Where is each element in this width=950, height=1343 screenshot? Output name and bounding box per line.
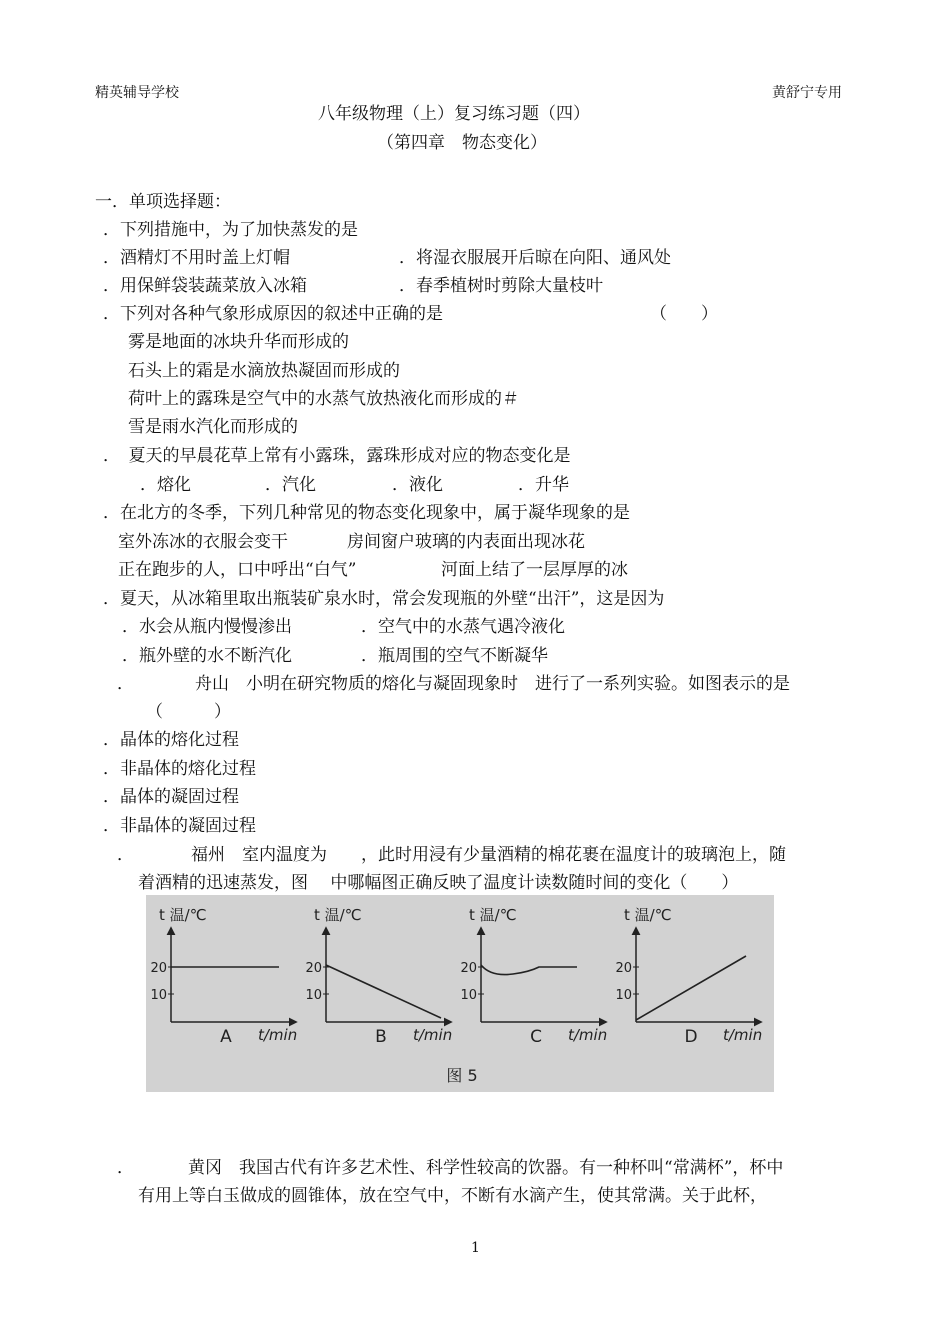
- question-7-stem: 福州 室内温度为 ，此时用浸有少量酒精的棉花裹在温度计的玻璃泡上，随: [191, 845, 786, 865]
- question-3-stem: ． 夏天的早晨花草上常有小露珠，露珠形成对应的物态变化是: [103, 446, 571, 466]
- question-6-option-c: ．晶体的凝固过程: [103, 787, 239, 807]
- answer-bracket: （ ）: [146, 702, 231, 722]
- question-1-option-a: ．酒精灯不用时盖上灯帽: [103, 248, 290, 268]
- question-3-option-d: ．升华: [518, 475, 569, 495]
- y-axis-label: t 温/℃: [314, 906, 362, 924]
- question-3-option-b: ．汽化: [265, 475, 316, 495]
- question-1-stem: ．下列措施中，为了加快蒸发的是: [103, 220, 358, 240]
- question-1-option-b: ．将湿衣服展开后晾在向阳、通风处: [399, 248, 671, 268]
- question-8-stem-cont: 有用上等白玉做成的圆锥体，放在空气中，不断有水滴产生，使其常满。关于此杯，: [138, 1186, 767, 1206]
- panel-label: D: [684, 1027, 698, 1047]
- question-6-option-b: ．非晶体的熔化过程: [103, 759, 256, 779]
- x-axis-label: t/min: [258, 1026, 298, 1044]
- question-7-stem-cont: 着酒精的迅速蒸发，图 中哪幅图正确反映了温度计读数随时间的变化（ ）: [138, 873, 739, 893]
- question-8-stem: 黄冈 我国古代有许多艺术性、科学性较高的饮器。有一种杯叫“常满杯”，杯中: [188, 1158, 784, 1178]
- question-1-option-d: ．春季植树时剪除大量枝叶: [399, 276, 603, 296]
- curve: [481, 965, 577, 975]
- figure-5: [146, 895, 774, 1092]
- figure-5-graphs: [146, 895, 774, 1092]
- question-5-option-a: ．水会从瓶内慢慢渗出: [122, 617, 292, 637]
- question-5-option-d: ．瓶周围的空气不断凝华: [361, 646, 548, 666]
- question-3-option-a: ．熔化: [140, 475, 191, 495]
- question-8-number: ．: [117, 1158, 134, 1178]
- panel-label: B: [375, 1027, 387, 1047]
- header-owner: 黄舒宁专用: [772, 85, 842, 101]
- tick-label: 10: [615, 988, 632, 1003]
- tick-label: 10: [150, 988, 167, 1003]
- tick-label: 20: [615, 961, 632, 976]
- question-2-option-d: 雪是雨水汽化而形成的: [128, 417, 298, 437]
- question-5-option-b: ．空气中的水蒸气遇冷液化: [361, 617, 565, 637]
- header-school: 精英辅导学校: [95, 85, 179, 101]
- graph-panel-b: [305, 906, 452, 1047]
- question-4-stem: ．在北方的冬季，下列几种常见的物态变化现象中，属于凝华现象的是: [103, 503, 630, 523]
- question-3-option-c: ．液化: [392, 475, 443, 495]
- y-axis-label: t 温/℃: [159, 906, 207, 924]
- curve: [326, 965, 441, 1018]
- question-1-option-c: ．用保鲜袋装蔬菜放入冰箱: [103, 276, 307, 296]
- question-7-number: ．: [117, 845, 134, 865]
- figure-caption: 图 5: [446, 1066, 478, 1085]
- question-6-option-a: ．晶体的熔化过程: [103, 730, 239, 750]
- y-axis-label: t 温/℃: [624, 906, 672, 924]
- question-2-option-c: 荷叶上的露珠是空气中的水蒸气放热液化而形成的＃: [128, 389, 519, 409]
- tick-label: 10: [460, 988, 477, 1003]
- graph-panel-d: [615, 906, 762, 1047]
- tick-label: 20: [305, 961, 322, 976]
- page-subtitle: （第四章 物态变化）: [377, 133, 547, 153]
- question-6-number: ．: [117, 674, 134, 694]
- question-6-option-d: ．非晶体的凝固过程: [103, 816, 256, 836]
- graph-panel-a: [150, 906, 297, 1047]
- question-5-stem: ．夏天，从冰箱里取出瓶装矿泉水时，常会发现瓶的外壁“出汗”，这是因为: [103, 589, 665, 609]
- panel-label: C: [530, 1027, 542, 1047]
- tick-label: 20: [150, 961, 167, 976]
- tick-label: 20: [460, 961, 477, 976]
- curve: [636, 956, 746, 1020]
- question-5-option-c: ．瓶外壁的水不断汽化: [122, 646, 292, 666]
- question-4-option-c: 正在跑步的人，口中呼出“白气”: [118, 560, 357, 580]
- x-axis-label: t/min: [568, 1026, 608, 1044]
- question-2-stem: ．下列对各种气象形成原因的叙述中正确的是: [103, 304, 443, 324]
- question-4-option-d: 河面上结了一层厚厚的冰: [441, 560, 628, 580]
- question-4-option-b: 房间窗户玻璃的内表面出现冰花: [347, 532, 585, 552]
- page-number: 1: [471, 1240, 480, 1256]
- tick-label: 10: [305, 988, 322, 1003]
- question-2-option-b: 石头上的霜是水滴放热凝固而形成的: [128, 361, 400, 381]
- question-4-option-a: 室外冻冰的衣服会变干: [118, 532, 288, 552]
- x-axis-label: t/min: [413, 1026, 453, 1044]
- section-heading: 一．单项选择题：: [95, 192, 231, 212]
- panel-label: A: [220, 1027, 232, 1047]
- graph-panel-c: [460, 906, 607, 1047]
- question-2-option-a: 雾是地面的冰块升华而形成的: [128, 332, 349, 352]
- page-title: 八年级物理（上）复习练习题（四）: [318, 104, 590, 124]
- x-axis-label: t/min: [723, 1026, 763, 1044]
- question-6-stem: 舟山 小明在研究物质的熔化与凝固现象时 进行了一系列实验。如图表示的是: [195, 674, 790, 694]
- y-axis-label: t 温/℃: [469, 906, 517, 924]
- answer-bracket: （ ）: [650, 304, 718, 324]
